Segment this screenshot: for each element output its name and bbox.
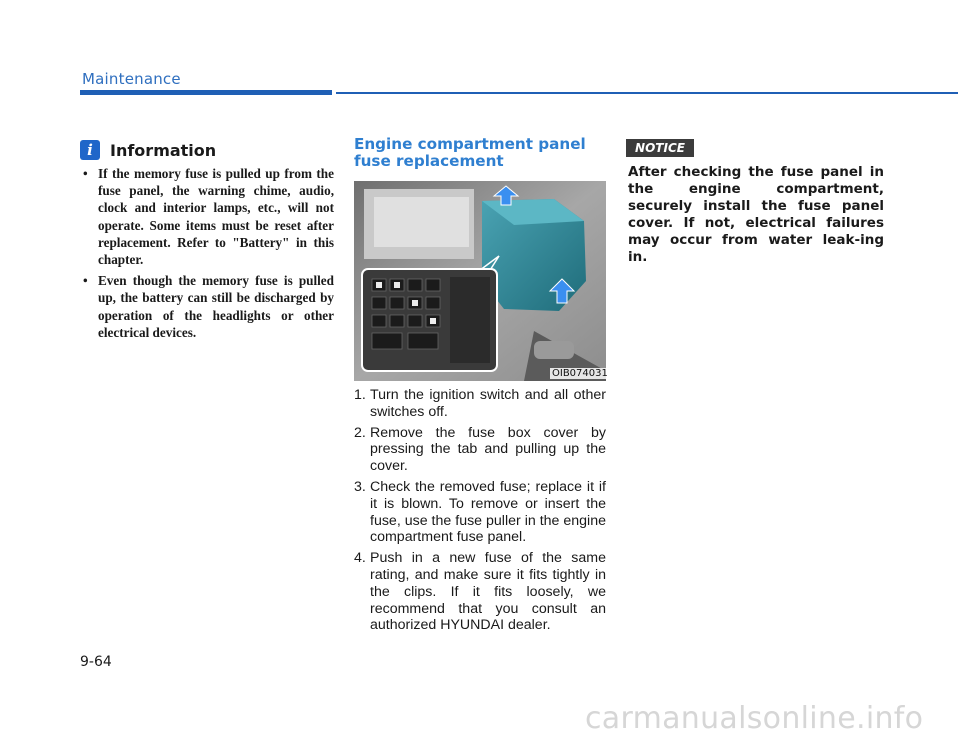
section-title: Maintenance [82,70,181,88]
step-text: Turn the ignition switch and all other switches off. [370,387,606,420]
steps-list [354,387,606,638]
notice-badge: NOTICE [626,139,694,157]
header-rule-bold [80,90,332,95]
information-item: • If the memory fuse is pulled up from the fuse panel, the warning chime, audio, clock and interior lamps, etc., will not operate. Some items must be reset after replacement. Refer to "Battery" in this chapter. [80,165,334,268]
step-item [354,550,606,634]
information-header [80,140,216,160]
section-heading: Engine compartment panel fuse replacement [354,135,586,170]
step-number: 2. [354,424,366,441]
step-text: Check the removed fuse; replace it if it is blown. To remove or insert the fuse, use the fuse puller in the engine compartment fuse panel. [370,478,606,546]
page-number: 9-64 [80,654,112,670]
information-list [80,165,334,345]
engine-fuse-photo [354,181,606,381]
step-item [354,425,606,475]
step-text: Push in a new fuse of the same rating, and make sure it fits tightly in the clips. If it fits loosely, we recommend that you consult an authorized HYUNDAI dealer. [370,550,606,634]
step-item [354,387,606,421]
step-item [354,479,606,546]
information-item: • Even though the memory fuse is pulled up, the battery can still be discharged by operation of the headlights or other electrical devices. [80,272,334,341]
watermark: carmanualsonline.info [585,701,924,736]
header-rule-thin [336,92,958,94]
info-icon: i [80,140,100,160]
image-caption: OIB074031 [552,368,608,379]
step-number: 4. [354,550,366,567]
step-number: 1. [354,387,366,403]
notice-text: After checking the fuse panel in the engine compartment, securely install the fuse panel cover. If not, electrical failures may occur from water leak-ing in. [628,164,884,265]
step-number: 3. [354,478,366,495]
step-text: Remove the fuse box cover by pressing the tab and pulling up the cover. [370,424,606,475]
information-title: Information [110,140,217,160]
